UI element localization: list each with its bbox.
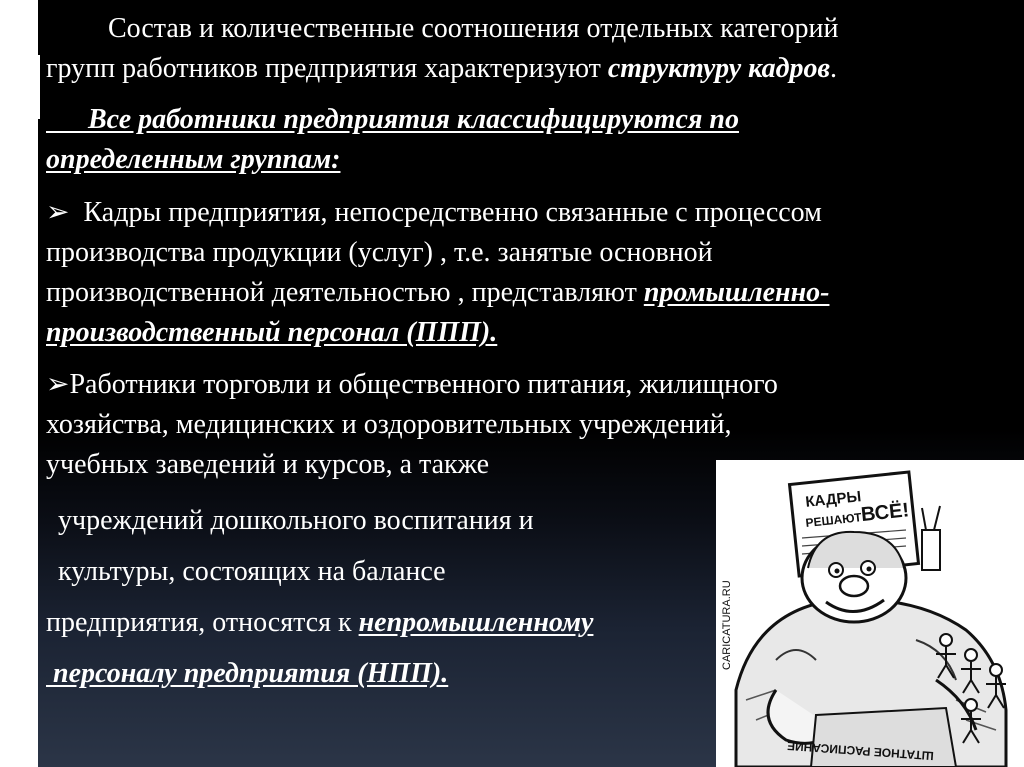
arrow-bullet-icon: ➢ — [46, 369, 70, 400]
ppp-term: промышленно- — [643, 277, 830, 308]
intro-line-2 — [46, 52, 837, 86]
heading-text: определенным группам: — [46, 144, 341, 175]
classification-heading-2 — [46, 143, 340, 177]
bullet-1-line-3 — [46, 276, 829, 310]
bullet-2-line-6 — [46, 606, 593, 640]
intro-text: Состав и количественные соотношения отдельных категорий — [108, 13, 839, 44]
bullet-text: учебных заведений и курсов, а также — [46, 449, 490, 480]
paper-text: ШТАТНОЕ РАСПИСАНИЕ — [786, 738, 935, 763]
intro-text: групп работников предприятия характеризуют — [46, 53, 608, 84]
bullet-1-line-4 — [46, 316, 497, 350]
bullet-2 — [46, 368, 778, 402]
deco-bar — [29, 616, 32, 631]
bullet-text: культуры, состоящих на балансе — [58, 556, 446, 587]
deco-bar — [29, 590, 32, 605]
npp-term: персоналу предприятия (НПП). — [53, 658, 449, 689]
bullet-1 — [46, 196, 822, 230]
bullet-text: предприятия, относятся к — [46, 607, 359, 638]
bullet-text: учреждений дошкольного воспитания и — [58, 505, 534, 536]
sign-text-1: КАДРЫ — [804, 488, 862, 511]
bullet-text: производства продукции (услуг) , т.е. занятые основной — [46, 237, 713, 268]
caricatura-caption: CARICATURA.RU — [721, 580, 733, 670]
bullet-2-line-5 — [58, 555, 446, 589]
deco-bar — [36, 55, 40, 119]
bullet-2-line-3 — [46, 448, 489, 482]
deco-bar — [29, 516, 32, 531]
deco-bar — [29, 540, 32, 555]
sign-text-2: РЕШАЮТ — [804, 510, 863, 531]
bullet-2-line-4 — [58, 504, 534, 538]
sign-text-3: ВСЁ! — [859, 499, 911, 527]
cartoon-illustration — [716, 460, 1024, 767]
bullet-1-line-2 — [46, 236, 713, 270]
structure-term: структуру кадров — [607, 53, 831, 84]
ppp-term: производственный персонал (ППП). — [46, 317, 498, 348]
intro-period: . — [830, 53, 838, 84]
bullet-text: Кадры предприятия, непосредственно связанные с процессом — [83, 197, 822, 228]
classification-heading — [46, 103, 739, 137]
heading-text: Все работники предприятия классифицируются по — [88, 104, 739, 135]
intro-line-1 — [108, 12, 838, 46]
deco-bar — [22, 55, 26, 119]
arrow-bullet-icon: ➢ — [46, 197, 70, 228]
bullet-text: хозяйства, медицинских и оздоровительных учреждений, — [46, 409, 732, 440]
bullet-text: Работники торговли и общественного питания, жилищного — [69, 369, 778, 400]
bullet-text: производственной деятельностью , представляют — [46, 277, 644, 308]
npp-term: непромышленному — [358, 607, 594, 638]
deco-bar — [29, 55, 33, 119]
bullet-2-line-7 — [46, 657, 448, 691]
deco-bar — [29, 564, 32, 579]
bullet-2-line-2 — [46, 408, 731, 442]
